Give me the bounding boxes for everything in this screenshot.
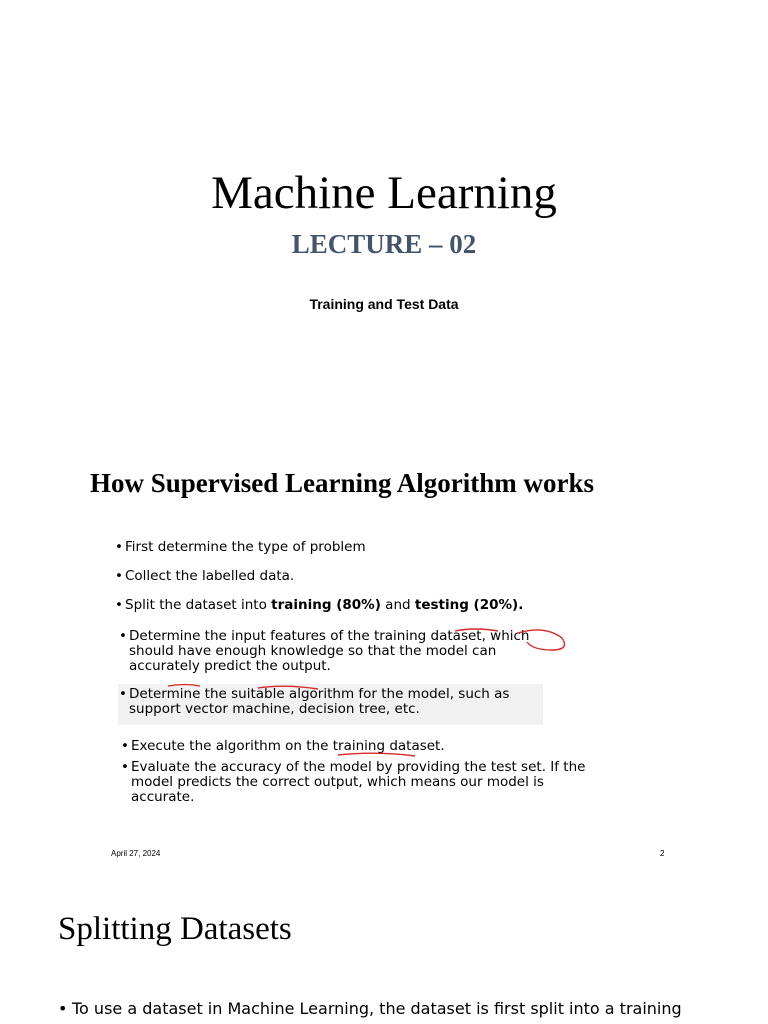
- list-item: [115, 598, 585, 613]
- bullet-dot: •: [121, 759, 129, 775]
- list-item: [121, 760, 596, 805]
- split-text: Split the dataset into: [125, 597, 272, 613]
- bullet-dot: •: [58, 999, 68, 1018]
- list-item: [115, 569, 585, 584]
- training-share: training (80%): [271, 597, 381, 613]
- bullet-dot: •: [119, 686, 127, 702]
- bullet-dot: •: [115, 597, 123, 613]
- testing-share: testing (20%).: [414, 597, 524, 613]
- list-item-text: Determine the suitable algorithm for the model, such as support vector machine, decision tree, etc.: [129, 686, 510, 717]
- slide-heading: Splitting Datasets: [58, 911, 292, 947]
- list-item: [119, 687, 559, 717]
- list-item-text: Execute the algorithm on the training dataset.: [131, 738, 445, 754]
- slide-title: Machine Learning: [211, 167, 557, 219]
- supervised-learning-slide: [0, 420, 768, 880]
- list-item-text: [115, 598, 585, 613]
- split-connector: and: [380, 597, 415, 613]
- bullet-dot: •: [115, 539, 123, 555]
- page-number: 2: [660, 849, 665, 858]
- list-item-text: First determine the type of problem: [125, 539, 366, 555]
- lecture-number: LECTURE – 02: [291, 229, 477, 259]
- bullet-dot: •: [115, 568, 123, 584]
- footer-date: April 27, 2024: [111, 849, 161, 858]
- list-item: [119, 629, 569, 674]
- title-slide: [0, 0, 768, 420]
- list-item: [121, 739, 591, 754]
- list-item: [58, 999, 758, 1019]
- list-item: [115, 540, 585, 555]
- bullet-dot: •: [119, 628, 127, 644]
- lecture-topic: Training and Test Data: [309, 296, 459, 312]
- bullet-dot: •: [121, 738, 129, 754]
- slide-heading: How Supervised Learning Algorithm works: [90, 468, 595, 498]
- splitting-datasets-slide: [0, 880, 768, 1024]
- list-item-text: To use a dataset in Machine Learning, the dataset is first split into a training: [72, 999, 682, 1018]
- list-item-text: Collect the labelled data.: [125, 568, 295, 584]
- list-item-text: Evaluate the accuracy of the model by providing the test set. If the model predicts the correct output, which means our model is accurate.: [131, 759, 586, 805]
- list-item-text: Determine the input features of the training dataset, which should have enough knowledge so that the model can accurately predict the output.: [129, 628, 530, 674]
